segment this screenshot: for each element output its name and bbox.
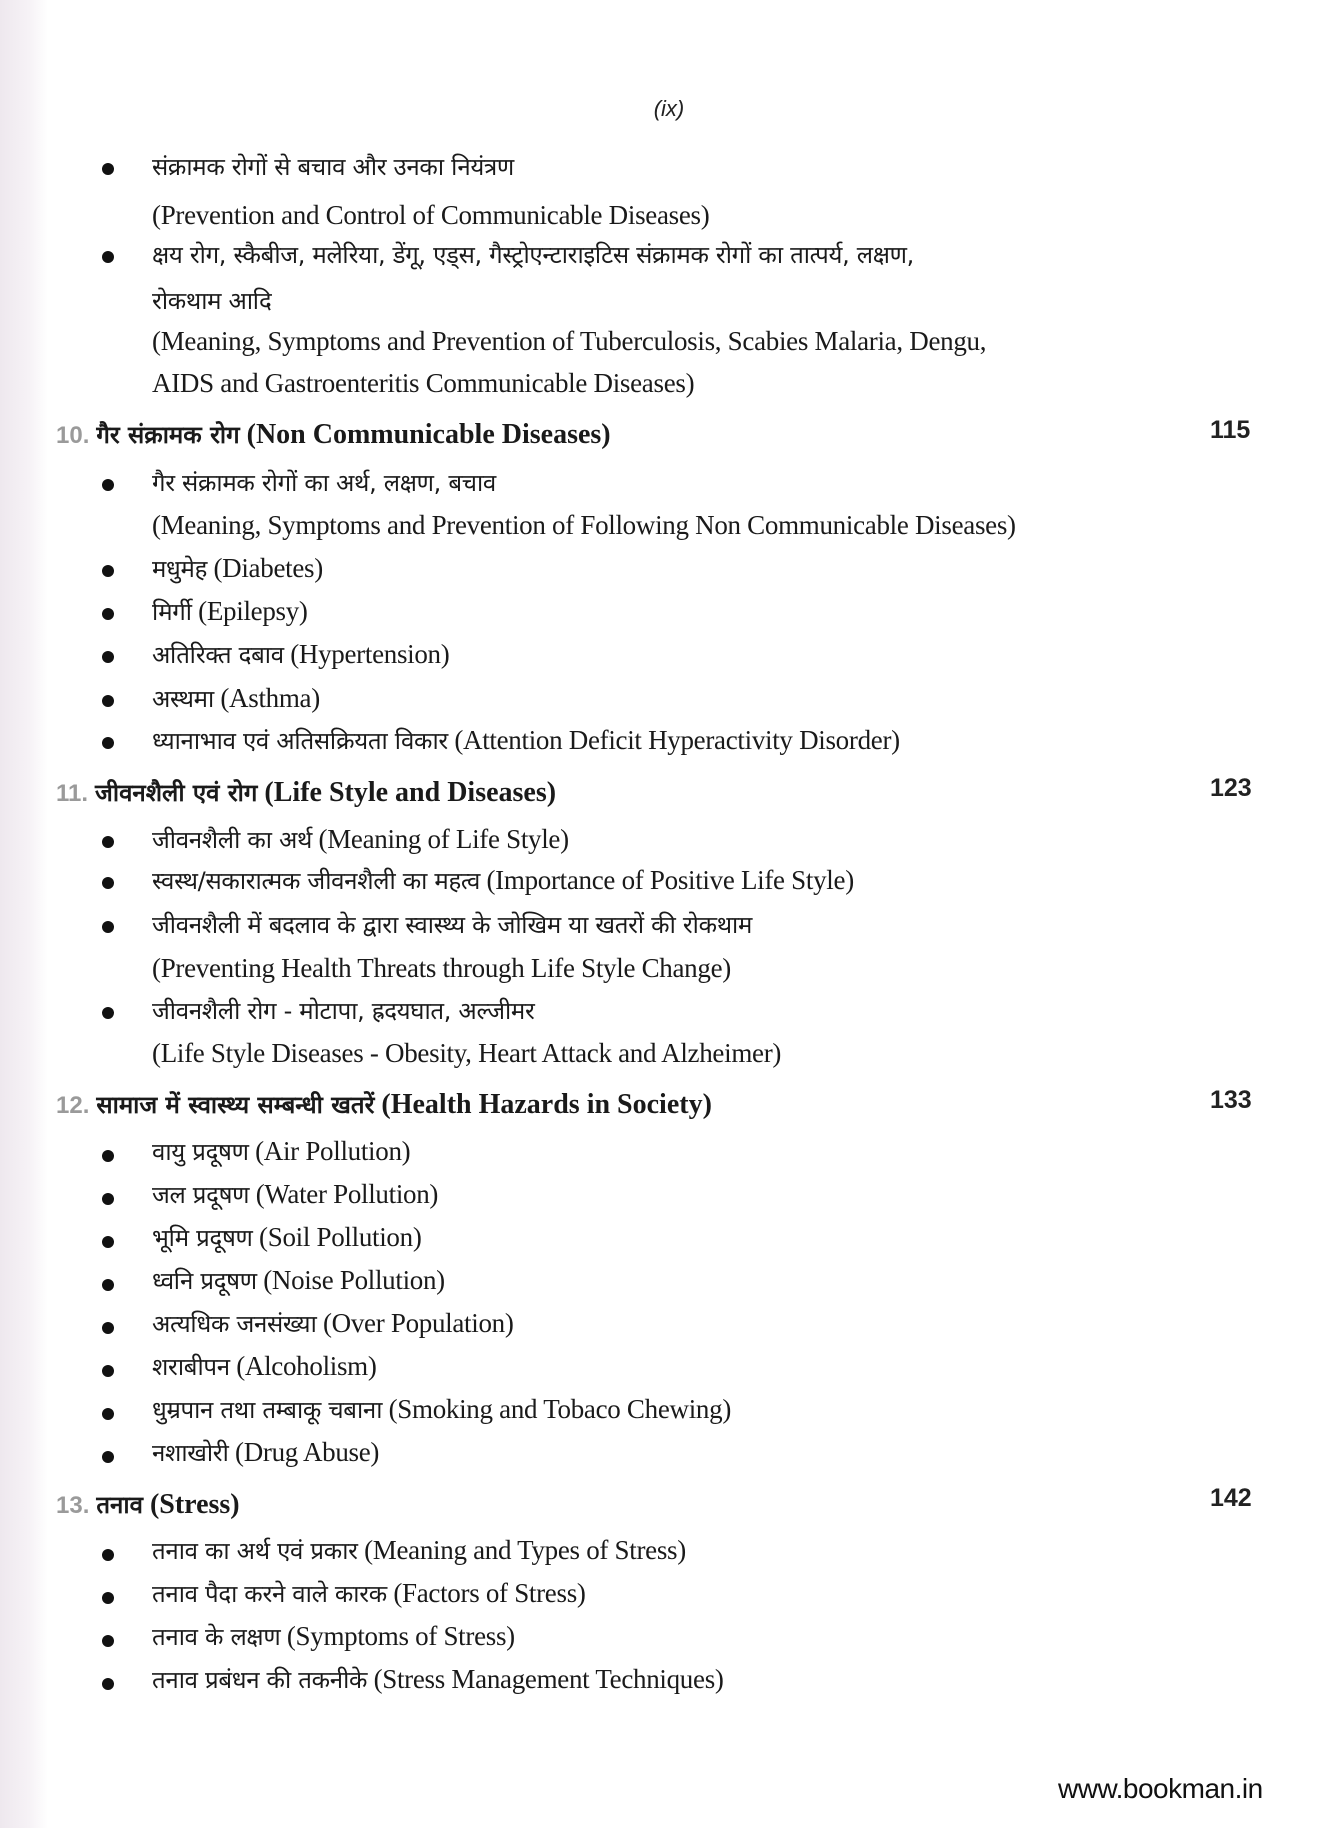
list-item: क्षय रोग, स्कैबीज, मलेरिया, डेंगू, एड्स, गैस्ट्रोएन्टाराइटिस संक्रामक रोगों का तात्पर्य, लक्षण, <box>152 241 915 269</box>
list-item: अत्यधिक जनसंख्या (Over Population) <box>152 1308 514 1338</box>
page-number: (ix) <box>653 96 685 121</box>
section-number: 13. <box>56 1492 90 1519</box>
bullet-icon <box>102 1322 114 1334</box>
bullet-icon <box>102 608 114 620</box>
bullet-icon <box>102 737 114 749</box>
bullet-icon <box>102 836 114 848</box>
bullet-icon <box>102 565 114 577</box>
list-item: धुम्रपान तथा तम्बाकू चबाना (Smoking and Tobaco Chewing) <box>152 1394 732 1424</box>
list-item: अस्थमा (Asthma) <box>152 683 320 713</box>
bullet-icon <box>102 1408 114 1420</box>
bullet-icon <box>102 1365 114 1377</box>
section-title-hindi: तनाव <box>96 1491 143 1519</box>
bullet-icon <box>102 1279 114 1291</box>
list-item-english: (Preventing Health Threats through Life Style Change) <box>152 953 731 983</box>
section-page-number: 115 <box>1210 416 1251 444</box>
list-item: जीवनशैली का अर्थ (Meaning of Life Style) <box>152 824 569 854</box>
section-title-english: (Stress) <box>149 1489 240 1520</box>
list-item-english: (Meaning, Symptoms and Prevention of Tuberculosis, Scabies Malaria, Dengu, <box>152 326 987 356</box>
list-item: तनाव के लक्षण (Symptoms of Stress) <box>152 1621 515 1651</box>
bullet-icon <box>102 651 114 663</box>
section-title-english: (Non Communicable Diseases) <box>246 419 611 450</box>
list-item: मिर्गी (Epilepsy) <box>152 596 308 626</box>
section-page-number: 123 <box>1210 774 1252 802</box>
list-item: मधुमेह (Diabetes) <box>152 553 323 583</box>
bullet-icon <box>102 921 114 933</box>
list-item: नशाखोरी (Drug Abuse) <box>152 1437 380 1467</box>
bullet-icon <box>102 1635 114 1647</box>
bullet-icon <box>102 1451 114 1463</box>
section-number: 10. <box>56 422 90 449</box>
list-item: ध्यानाभाव एवं अतिसक्रियता विकार (Attention Deficit Hyperactivity Disorder) <box>152 725 900 755</box>
list-item-english: (Prevention and Control of Communicable Diseases) <box>152 200 710 230</box>
list-item-english: (Meaning, Symptoms and Prevention of Following Non Communicable Diseases) <box>152 510 1016 540</box>
list-item: जीवनशैली में बदलाव के द्वारा स्वास्थ्य के जोखिम या खतरों की रोकथाम <box>152 911 753 939</box>
bullet-icon <box>102 163 114 175</box>
section-page-number: 133 <box>1210 1086 1252 1114</box>
section-heading <box>56 418 611 451</box>
list-item: ध्वनि प्रदूषण (Noise Pollution) <box>152 1265 445 1295</box>
list-item-english: (Life Style Diseases - Obesity, Heart Attack and Alzheimer) <box>152 1038 782 1068</box>
list-item: जीवनशैली रोग - मोटापा, ह्रदयघात, अल्जीमर <box>152 997 535 1025</box>
section-number: 12. <box>56 1092 90 1119</box>
section-number: 11. <box>56 780 89 807</box>
list-item-english: AIDS and Gastroenteritis Communicable Diseases) <box>152 368 695 398</box>
list-item: वायु प्रदूषण (Air Pollution) <box>152 1136 411 1166</box>
list-item: गैर संक्रामक रोगों का अर्थ, लक्षण, बचाव <box>152 469 496 497</box>
list-item: अतिरिक्त दबाव (Hypertension) <box>152 639 450 669</box>
list-item: तनाव पैदा करने वाले कारक (Factors of Stress) <box>152 1578 586 1608</box>
section-heading <box>56 776 556 809</box>
list-item: शराबीपन (Alcoholism) <box>152 1351 377 1381</box>
bullet-icon <box>102 1236 114 1248</box>
bullet-icon <box>102 1150 114 1162</box>
list-item: तनाव का अर्थ एवं प्रकार (Meaning and Types of Stress) <box>152 1535 686 1565</box>
list-item: तनाव प्रबंधन की तकनीके (Stress Management Techniques) <box>152 1664 724 1694</box>
section-title-hindi: सामाज में स्वास्थ्य सम्बन्धी खतरें <box>96 1091 375 1119</box>
bullet-icon <box>102 695 114 707</box>
section-title-english: (Health Hazards in Society) <box>381 1089 712 1120</box>
section-title-hindi: जीवनशैली एवं रोग <box>95 779 258 807</box>
section-title-english: (Life Style and Diseases) <box>264 777 557 808</box>
section-heading <box>56 1488 240 1521</box>
bullet-icon <box>102 1007 114 1019</box>
section-heading <box>56 1088 712 1121</box>
footer-url: www.bookman.in <box>1058 1773 1263 1804</box>
list-item: स्वस्थ/सकारात्मक जीवनशैली का महत्व (Importance of Positive Life Style) <box>152 865 854 895</box>
section-title-hindi: गैर संक्रामक रोग <box>96 421 240 449</box>
list-item: जल प्रदूषण (Water Pollution) <box>152 1179 439 1209</box>
bullet-icon <box>102 1678 114 1690</box>
bullet-icon <box>102 479 114 491</box>
bullet-icon <box>102 1549 114 1561</box>
list-item: भूमि प्रदूषण (Soil Pollution) <box>152 1222 422 1252</box>
list-item: संक्रामक रोगों से बचाव और उनका नियंत्रण <box>152 153 514 181</box>
bullet-icon <box>102 877 114 889</box>
page-edge-shadow <box>0 0 48 1828</box>
bullet-icon <box>102 251 114 263</box>
section-page-number: 142 <box>1210 1484 1252 1512</box>
bullet-icon <box>102 1592 114 1604</box>
list-item-hindi-cont: रोकथाम आदि <box>152 287 272 315</box>
bullet-icon <box>102 1193 114 1205</box>
